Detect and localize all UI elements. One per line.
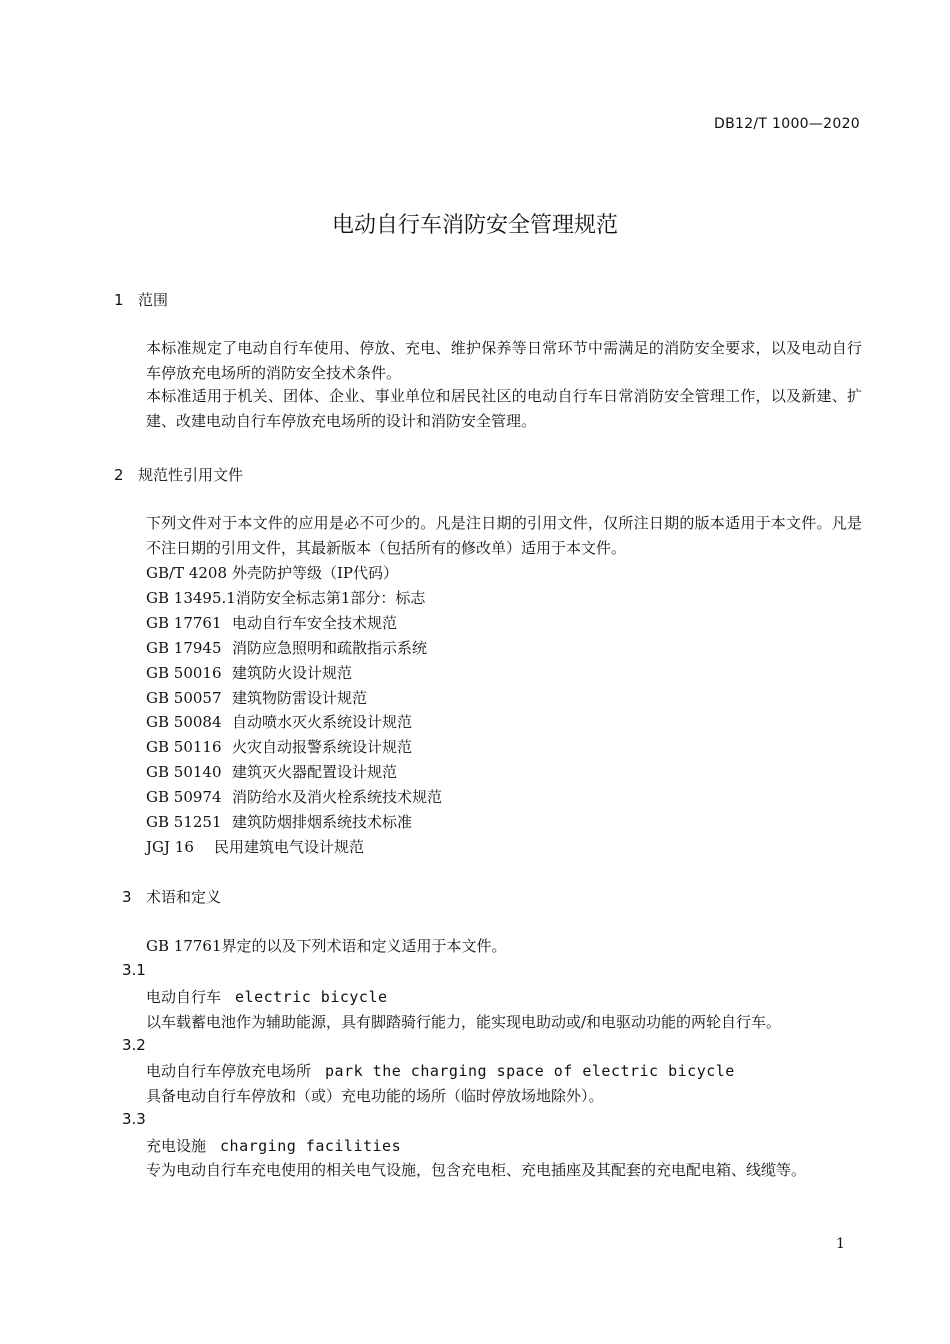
term-english: park the charging space of electric bicycle xyxy=(325,1062,735,1080)
reference-item xyxy=(146,612,397,633)
reference-code: GB 17761 xyxy=(146,614,222,632)
reference-title: 电动自行车安全技术规范 xyxy=(232,614,398,632)
section-title: 范围 xyxy=(138,291,169,309)
reference-title: 建筑灭火器配置设计规范 xyxy=(232,763,398,781)
reference-item xyxy=(146,786,442,807)
term-definition: 以车载蓄电池作为辅助能源，具有脚踏骑行能力，能实现电助动或/和电驱动功能的两轮自行车。 xyxy=(146,1013,782,1031)
reference-item xyxy=(146,711,412,732)
section-number: 1 xyxy=(114,291,124,309)
reference-title: 建筑物防雷设计规范 xyxy=(232,689,368,707)
term-english: electric bicycle xyxy=(235,988,388,1006)
reference-item xyxy=(146,736,412,757)
reference-code: GB 50057 xyxy=(146,689,222,707)
paragraph-text: 下列文件对于本文件的应用是必不可少的。凡是注日期的引用文件，仅所注日期的版本适用于本文件。凡是不注日期的引用文件，其最新版本（包括所有的修改单）适用于本文件。 xyxy=(146,514,862,557)
reference-item xyxy=(146,587,425,608)
reference-code: GB 50140 xyxy=(146,763,222,781)
term-number: 3.3 xyxy=(122,1110,146,1128)
term-heading xyxy=(146,1060,735,1081)
reference-item xyxy=(146,687,367,708)
reference-code: GB 50116 xyxy=(146,738,222,756)
term-definition: 具备电动自行车停放和（或）充电功能的场所（临时停放场地除外）。 xyxy=(146,1087,604,1105)
reference-title: 火灾自动报警系统设计规范 xyxy=(232,738,413,756)
section-3-intro: GB 17761界定的以及下列术语和定义适用于本文件。 xyxy=(146,937,507,955)
reference-title: 民用建筑电气设计规范 xyxy=(214,838,365,856)
reference-item xyxy=(146,637,427,658)
document-number: DB12/T 1000—2020 xyxy=(714,116,860,132)
reference-code: JGJ 16 xyxy=(146,838,194,856)
section-1-heading xyxy=(114,289,168,310)
section-number: 2 xyxy=(114,466,124,484)
term-heading xyxy=(146,1135,401,1156)
reference-code: GB/T 4208 xyxy=(146,564,228,582)
term-number: 3.2 xyxy=(122,1036,146,1054)
page-number: 1 xyxy=(836,1236,845,1252)
term-chinese: 充电设施 xyxy=(146,1137,207,1155)
term-english: charging facilities xyxy=(220,1137,402,1155)
term-number: 3.1 xyxy=(122,961,146,979)
reference-title: 建筑防烟排烟系统技术标准 xyxy=(232,813,413,831)
section-3-heading xyxy=(122,886,221,907)
term-chinese: 电动自行车停放充电场所 xyxy=(146,1062,312,1080)
reference-item xyxy=(146,811,412,832)
term-definition: 专为电动自行车充电使用的相关电气设施，包含充电柜、充电插座及其配套的充电配电箱、线缆等。 xyxy=(146,1161,807,1179)
paragraph xyxy=(114,511,862,561)
reference-item xyxy=(146,761,397,782)
paragraph xyxy=(114,336,862,386)
term-chinese: 电动自行车 xyxy=(146,988,222,1006)
reference-code: GB 50974 xyxy=(146,788,222,806)
reference-title: 消防安全标志第1部分：标志 xyxy=(235,589,426,607)
section-number: 3 xyxy=(122,888,132,906)
reference-title: 外壳防护等级（IP代码） xyxy=(232,564,399,582)
reference-code: GB 17945 xyxy=(146,639,222,657)
reference-item xyxy=(146,662,352,683)
paragraph-text: 本标准规定了电动自行车使用、停放、充电、维护保养等日常环节中需满足的消防安全要求，以及电动自行车停放充电场所的消防安全技术条件。 xyxy=(146,339,862,382)
reference-title: 自动喷水灭火系统设计规范 xyxy=(232,713,413,731)
reference-code: GB 51251 xyxy=(146,813,222,831)
document-title: 电动自行车消防安全管理规范 xyxy=(331,213,618,238)
section-title: 规范性引用文件 xyxy=(138,466,244,484)
reference-code: GB 50084 xyxy=(146,713,222,731)
reference-code: GB 13495.1 xyxy=(146,589,236,607)
paragraph xyxy=(114,384,862,434)
paragraph-text: 本标准适用于机关、团体、企业、事业单位和居民社区的电动自行车日常消防安全管理工作，以及新建、扩建、改建电动自行车停放充电场所的设计和消防安全管理。 xyxy=(146,387,862,430)
reference-item xyxy=(146,836,364,857)
section-2-heading xyxy=(114,464,243,485)
reference-title: 建筑防火设计规范 xyxy=(232,664,353,682)
section-title: 术语和定义 xyxy=(146,888,222,906)
reference-title: 消防应急照明和疏散指示系统 xyxy=(232,639,428,657)
reference-item xyxy=(146,562,398,583)
reference-title: 消防给水及消火栓系统技术规范 xyxy=(232,788,443,806)
term-heading xyxy=(146,986,388,1007)
reference-code: GB 50016 xyxy=(146,664,222,682)
